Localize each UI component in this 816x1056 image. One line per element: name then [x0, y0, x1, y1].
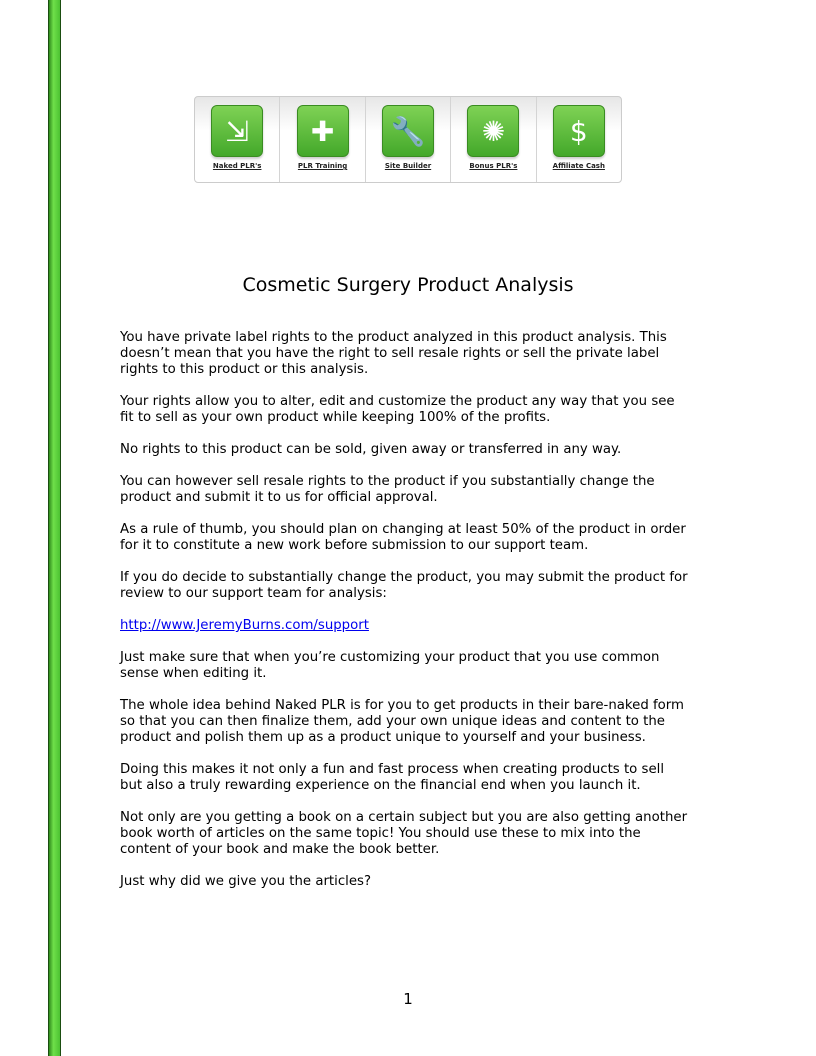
paragraph [120, 522, 710, 554]
text-line: rights to this product or this analysis. [120, 362, 369, 377]
puzzle-icon: ✚ [297, 105, 349, 157]
nav-item-naked-plr-s[interactable] [195, 97, 280, 182]
paragraph [120, 474, 710, 506]
paragraph [120, 650, 710, 682]
text-line: so that you can then finalize them, add your own unique ideas and content to the [120, 714, 665, 729]
text-line: No rights to this product can be sold, given away or transferred in any way. [120, 442, 622, 457]
page-title: Cosmetic Surgery Product Analysis [242, 274, 574, 296]
paragraph [120, 330, 710, 378]
nav-label: Affiliate Cash [552, 162, 605, 170]
text-line: As a rule of thumb, you should plan on changing at least 50% of the product in order [120, 522, 686, 537]
text-line: Just make sure that when you’re customizing your product that you use common [120, 650, 660, 665]
page-number: 1 [403, 990, 413, 1008]
text-line: The whole idea behind Naked PLR is for you to get products in their bare-naked form [120, 698, 684, 713]
text-line: Your rights allow you to alter, edit and customize the product any way that you see [120, 394, 675, 409]
nav-item-bonus-plr-s[interactable] [451, 97, 536, 182]
tools-icon: 🔧 [382, 105, 434, 157]
text-line: doesn’t mean that you have the right to sell resale rights or sell the private label [120, 346, 660, 361]
text-line: Doing this makes it not only a fun and fast process when creating products to sell [120, 762, 665, 777]
text-line: You have private label rights to the product analyzed in this product analysis. This [120, 330, 667, 345]
nav-banner [194, 96, 622, 183]
paragraph [120, 442, 710, 458]
nav-label: PLR Training [297, 162, 348, 170]
text-line: sense when editing it. [120, 666, 267, 681]
nav-item-site-builder[interactable] [366, 97, 451, 182]
text-line: fit to sell as your own product while keeping 100% of the profits. [120, 410, 551, 425]
text-line: book worth of articles on the same topic! You should use these to mix into the [120, 826, 641, 841]
green-side-bar [48, 0, 61, 1056]
paragraph [120, 874, 710, 890]
link-paragraph [120, 618, 710, 634]
paragraph [120, 394, 710, 426]
nav-label: Bonus PLR's [469, 162, 518, 170]
text-line: for it to constitute a new work before submission to our support team. [120, 538, 589, 553]
network-icon: ✺ [467, 105, 519, 157]
body-text [120, 330, 710, 906]
text-line: but also a truly rewarding experience on the financial end when you launch it. [120, 778, 641, 793]
money-bag-icon: $ [553, 105, 605, 157]
nav-item-affiliate-cash[interactable] [537, 97, 621, 182]
text-line: product and polish them up as a product unique to yourself and your business. [120, 730, 646, 745]
nav-label: Naked PLR's [212, 162, 262, 170]
nav-label: Site Builder [384, 162, 432, 170]
text-line: Not only are you getting a book on a certain subject but you are also getting another [120, 810, 688, 825]
paragraph [120, 698, 710, 746]
nav-item-plr-training[interactable] [280, 97, 365, 182]
download-box-icon: ⇲ [211, 105, 263, 157]
text-line: content of your book and make the book better. [120, 842, 440, 857]
paragraph [120, 762, 710, 794]
paragraph [120, 570, 710, 602]
text-line: If you do decide to substantially change the product, you may submit the product for [120, 570, 688, 585]
support-link[interactable]: http://www.JeremyBurns.com/support [120, 618, 369, 633]
paragraph [120, 810, 710, 858]
text-line: Just why did we give you the articles? [120, 874, 372, 889]
text-line: product and submit it to us for official approval. [120, 490, 438, 505]
text-line: You can however sell resale rights to the product if you substantially change the [120, 474, 655, 489]
text-line: review to our support team for analysis: [120, 586, 387, 601]
